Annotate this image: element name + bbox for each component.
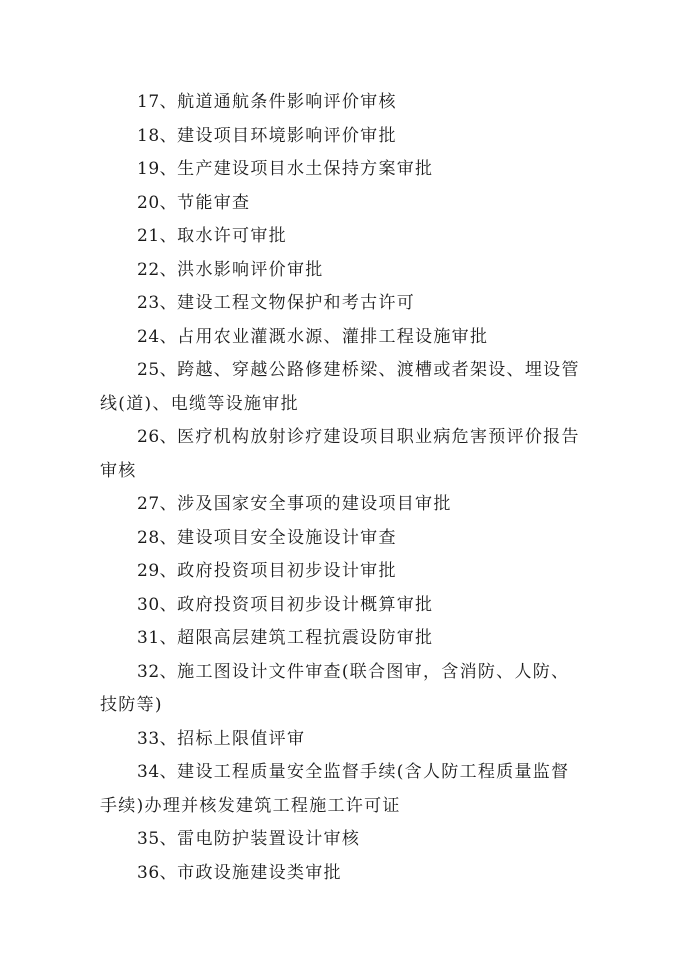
item-number: 31、 [137, 628, 178, 648]
item-number: 30、 [137, 594, 178, 615]
item-number: 35、 [137, 829, 178, 849]
item-number: 34、 [137, 762, 178, 782]
item-text: 涉及国家安全事项的建设项目审批 [177, 494, 452, 514]
item-number: 22、 [137, 259, 178, 280]
list-item [100, 756, 580, 823]
list-item [100, 823, 580, 857]
item-number: 27、 [137, 494, 178, 514]
item-text: 建设项目环境影响评价审批 [177, 125, 397, 146]
list-item [100, 522, 580, 556]
item-text: 建设工程文物保护和考古许可 [177, 293, 416, 313]
item-text: 洪水影响评价审批 [177, 259, 324, 280]
list-item [100, 287, 580, 321]
item-number: 18、 [137, 125, 178, 146]
item-number: 17、 [137, 92, 178, 112]
list-item [100, 321, 580, 355]
list-item [100, 656, 580, 723]
item-text: 取水许可审批 [177, 226, 287, 246]
item-text: 医疗机构放射诊疗建设项目职业病危害预评价报告审核 [100, 427, 580, 481]
item-text: 节能审查 [177, 192, 251, 213]
list-item [100, 857, 580, 891]
item-text: 施工图设计文件审查(联合图审，含消防、人防、技防等) [100, 661, 570, 715]
item-number: 24、 [137, 326, 178, 347]
item-text: 市政设施建设类审批 [177, 862, 342, 883]
list-item [100, 153, 580, 187]
item-number: 32、 [137, 661, 178, 682]
item-number: 21、 [137, 226, 178, 246]
item-text: 航道通航条件影响评价审核 [177, 92, 397, 112]
item-text: 政府投资项目初步设计审批 [177, 561, 397, 581]
item-number: 28、 [137, 527, 178, 548]
item-number: 33、 [137, 728, 178, 749]
list-item [100, 120, 580, 154]
item-number: 25、 [137, 360, 178, 380]
item-text: 政府投资项目初步设计概算审批 [177, 594, 434, 615]
list-item [100, 421, 580, 488]
list-item [100, 622, 580, 656]
list-item [100, 187, 580, 221]
list-item [100, 723, 580, 757]
approval-items-list [100, 86, 580, 890]
item-number: 26、 [137, 427, 178, 447]
item-text: 建设工程质量安全监督手续(含人防工程质量监督手续)办理并核发建筑工程施工许可证 [100, 762, 570, 816]
item-text: 超限高层建筑工程抗震设防审批 [177, 628, 434, 648]
list-item [100, 354, 580, 421]
item-text: 雷电防护装置设计审核 [177, 829, 361, 849]
list-item [100, 254, 580, 288]
list-item [100, 488, 580, 522]
item-text: 生产建设项目水土保持方案审批 [177, 159, 434, 179]
list-item [100, 555, 580, 589]
item-text: 占用农业灌溉水源、灌排工程设施审批 [177, 326, 489, 347]
item-number: 20、 [137, 192, 178, 213]
item-number: 29、 [137, 561, 178, 581]
item-number: 36、 [137, 862, 178, 883]
item-number: 19、 [137, 159, 178, 179]
item-text: 建设项目安全设施设计审查 [177, 527, 397, 548]
item-text: 跨越、穿越公路修建桥梁、渡槽或者架设、埋设管线(道)、电缆等设施审批 [100, 360, 580, 414]
list-item [100, 589, 580, 623]
item-text: 招标上限值评审 [177, 728, 306, 749]
list-item [100, 86, 580, 120]
item-number: 23、 [137, 293, 178, 313]
list-item [100, 220, 580, 254]
